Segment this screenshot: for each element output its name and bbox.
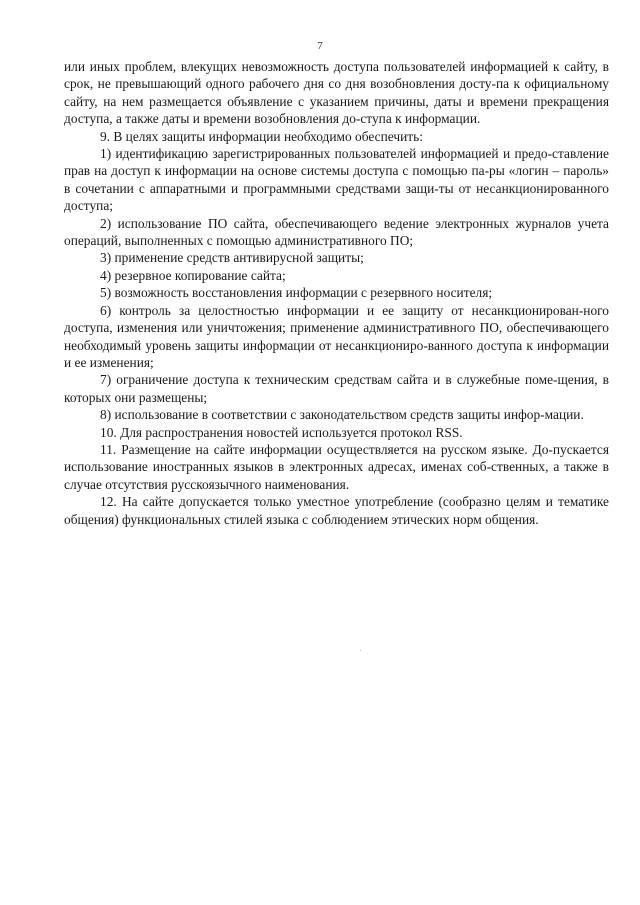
list-item-6: 6) контроль за целостностью информации и ее защиту от несанкционирован-ного доступа, изменения или уничтожения; применение административного ПО, обеспечивающего необходимый уровень защиты информации от несанкциониро-ванного доступа к информации и ее изменения;: [64, 302, 609, 370]
list-item-7: 7) ограничение доступа к техническим средствам сайта и в служебные поме-щения, в которых они размещены;: [64, 372, 609, 405]
list-item-4: 4) резервное копирование сайта;: [100, 267, 286, 283]
scan-artifact: [360, 650, 361, 651]
list-item-1: 1) идентификацию зарегистрированных пользователей информацией и предо-ставление прав на доступ к информации на основе системы доступа с помощью па-ры «логин – пароль» в сочетании с аппаратными и программными средствами защи-ты от несанкционированного доступа;: [64, 146, 609, 214]
body-text: [64, 58, 609, 528]
list-item-5: 5) возможность восстановления информации с резервного носителя;: [100, 285, 493, 301]
list-item-3: 3) применение средств антивирусной защиты;: [100, 250, 364, 266]
list-item-8: 8) использование в соответствии с законодательством средств защиты инфор-мации.: [100, 407, 584, 423]
paragraph-continuation: или иных проблем, влекущих невозможность доступа пользователей информацией к сайту, в срок, не превышающий одного рабочего дня со дня возобновления досту-па к официальному сайту, на нем размещается объявление с указанием причины, даты и времени прекращения доступа, а также даты и времени возобновления до-ступа к информации.: [64, 59, 609, 127]
paragraph-item-10: 10. Для распространения новостей используется протокол RSS.: [100, 424, 463, 440]
page-number: 7: [317, 40, 323, 52]
list-item-2: 2) использование ПО сайта, обеспечивающего ведение электронных журналов учета операций, выполненных с помощью административного ПО;: [64, 215, 609, 249]
paragraph-item-12: 12. На сайте допускается только уместное употребление (сообразно целям и тематике общения) функциональных стилей языка с соблюдением этических норм общения.: [64, 494, 609, 527]
paragraph-item-9: 9. В целях защиты информации необходимо обеспечить:: [100, 128, 423, 144]
paragraph-item-11: 11. Размещение на сайте информации осуществляется на русском языке. До-пускается использование иностранных языков в электронных адресах, именах соб-ственных, а также в случае отсутствия русскоязычного наименования.: [64, 441, 609, 492]
